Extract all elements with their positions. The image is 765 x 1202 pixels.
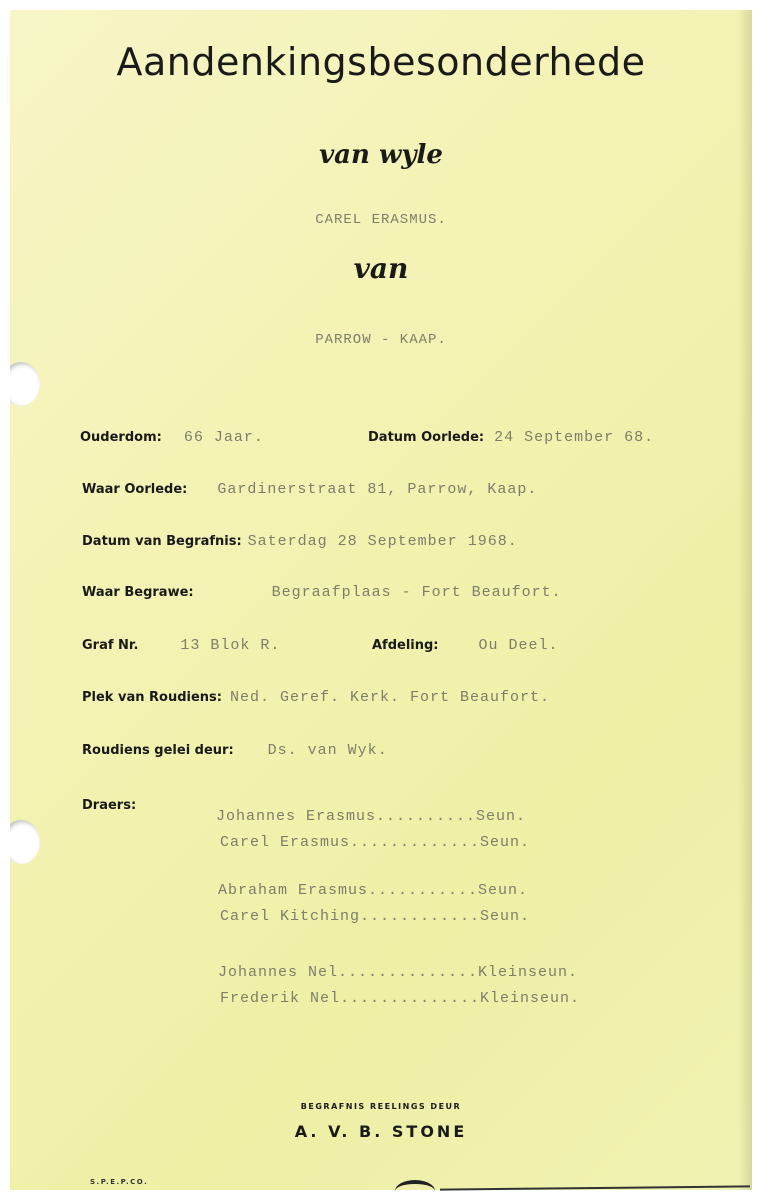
label-waar-begrawe: Waar Begrawe: [82,585,194,600]
printer-mark: S.P.E.P.CO. [90,1178,149,1186]
label-graf-nr: Graf Nr. [82,638,139,653]
punch-hole-bottom [10,820,40,864]
deceased-name: CAREL ERASMUS. [315,212,447,228]
value-graf-nr: 13 Blok R. [180,637,281,654]
bearer-row: Frederik Nel..............Kleinseun. [220,990,581,1007]
arranged-by-text: BEGRAFNIS REELINGS DEUR [300,1102,462,1111]
van-text: van [353,252,409,285]
value-waar-oorlede: Gardinerstraat 81, Parrow, Kaap. [217,481,538,498]
bearer-row: Johannes Nel..............Kleinseun. [218,964,579,981]
memorial-card [10,10,752,1190]
punch-hole-top [10,362,40,406]
undertaker-name: A. V. B. STONE [294,1122,468,1141]
value-datum-begrafnis: Saterdag 28 September 1968. [247,533,518,550]
page-edge-shadow [738,10,752,1190]
row-ouderdom [80,428,264,446]
value-ouderdom: 66 Jaar. [183,429,264,446]
value-waar-begrawe: Begraafplaas - Fort Beaufort. [271,584,562,601]
label-waar-oorlede: Waar Oorlede: [82,482,188,497]
bearer-row: Johannes Erasmus..........Seun. [216,808,527,825]
bearer-row: Carel Kitching............Seun. [220,908,531,925]
row-afdeling [372,636,559,654]
row-graf-nr [82,636,280,654]
bottom-ink-mark [395,1180,435,1202]
value-plek-roudiens: Ned. Geref. Kerk. Fort Beaufort. [229,689,551,706]
label-plek-roudiens: Plek van Roudiens: [82,690,222,705]
label-datum-begrafnis: Datum van Begrafnis: [82,534,242,549]
label-ouderdom: Ouderdom: [80,430,162,445]
value-afdeling: Ou Deel. [478,637,559,654]
label-roudiens-gelei: Roudiens gelei deur: [82,743,234,758]
row-waar-begrawe [82,583,562,601]
row-datum-begrafnis [82,532,518,550]
label-afdeling: Afdeling: [372,638,439,653]
card-title: Aandenkingsbesonderhede [116,40,646,84]
row-roudiens-gelei [82,741,388,759]
label-datum-oorlede: Datum Oorlede: [368,430,485,445]
row-plek-roudiens [82,688,550,706]
deceased-place: PARROW - KAAP. [315,332,447,348]
bearer-row: Carel Erasmus.............Seun. [220,834,531,851]
row-waar-oorlede [82,480,537,498]
value-roudiens-gelei: Ds. van Wyk. [267,742,388,759]
row-datum-oorlede [368,428,654,446]
row-draers [82,796,136,814]
van-wyle-text: van wyle [319,140,443,170]
bearer-row: Abraham Erasmus...........Seun. [218,882,529,899]
value-datum-oorlede: 24 September 68. [494,429,655,446]
label-draers: Draers: [82,798,137,813]
